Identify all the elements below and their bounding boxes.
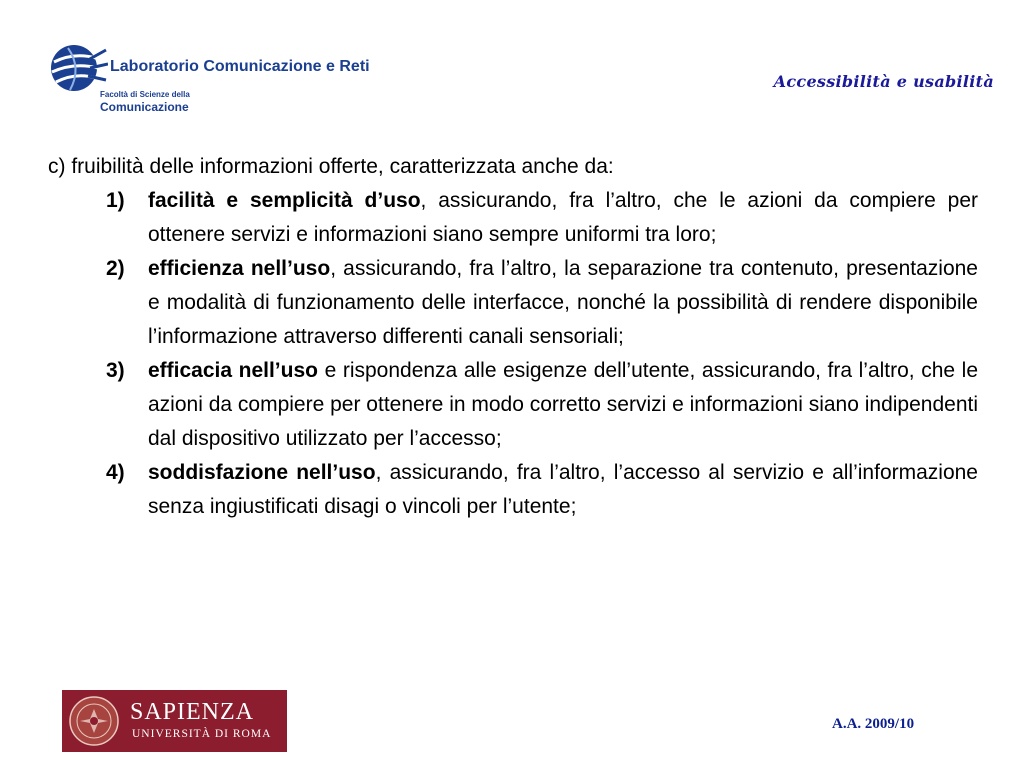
globe-icon <box>48 40 108 100</box>
item-term: soddisfazione nell’uso <box>148 461 376 484</box>
list-item <box>48 354 978 456</box>
item-text: , assicurando, fra l’altro, la separazione tra contenuto, presentazione e modalità di funzionamento delle interfacce, nonché la possibilità di rendere disponibile l’informazione attraverso differenti canali sensoriali; <box>148 257 978 348</box>
university-seal-icon <box>68 695 120 747</box>
item-text: , assicurando, fra l’altro, che le azioni da compiere per ottenere servizi e informazioni siano sempre uniformi tra loro; <box>148 189 978 246</box>
item-number: 3) <box>106 359 125 382</box>
item-text: , assicurando, fra l’altro, l’accesso al servizio e all’informazione senza ingiustificati disagi o vincoli per l’utente; <box>148 461 978 518</box>
slide-title: Accessibilità e usabilità <box>773 72 994 91</box>
list-item <box>48 184 978 252</box>
item-term: facilità e semplicità d’uso <box>148 189 421 212</box>
lab-logo <box>48 40 448 120</box>
list-item <box>48 456 978 524</box>
item-number: 1) <box>106 189 125 212</box>
university-subtitle: UNIVERSITÀ DI ROMA <box>132 728 272 740</box>
university-logo <box>62 690 287 752</box>
item-number: 4) <box>106 461 125 484</box>
criteria-list <box>48 184 978 524</box>
faculty-name: Comunicazione <box>100 100 189 114</box>
list-item <box>48 252 978 354</box>
item-term: efficienza nell’uso <box>148 257 331 280</box>
item-term: efficacia nell’uso <box>148 359 318 382</box>
slide-content <box>48 150 978 524</box>
item-number: 2) <box>106 257 125 280</box>
item-text: e rispondenza alle esigenze dell’utente, assicurando, fra l’altro, che le azioni da compiere per ottenere in modo corretto servizi e informazioni siano indipendenti dal dispositivo utilizzato per l’accesso; <box>148 359 979 450</box>
faculty-line: Facoltà di Scienze della <box>100 90 190 99</box>
lab-name: Laboratorio Comunicazione e Reti <box>110 58 370 75</box>
university-name: SAPIENZA <box>130 699 255 725</box>
academic-year: A.A. 2009/10 <box>832 716 915 732</box>
intro-text: c) fruibilità delle informazioni offerte, caratterizzata anche da: <box>48 155 614 178</box>
